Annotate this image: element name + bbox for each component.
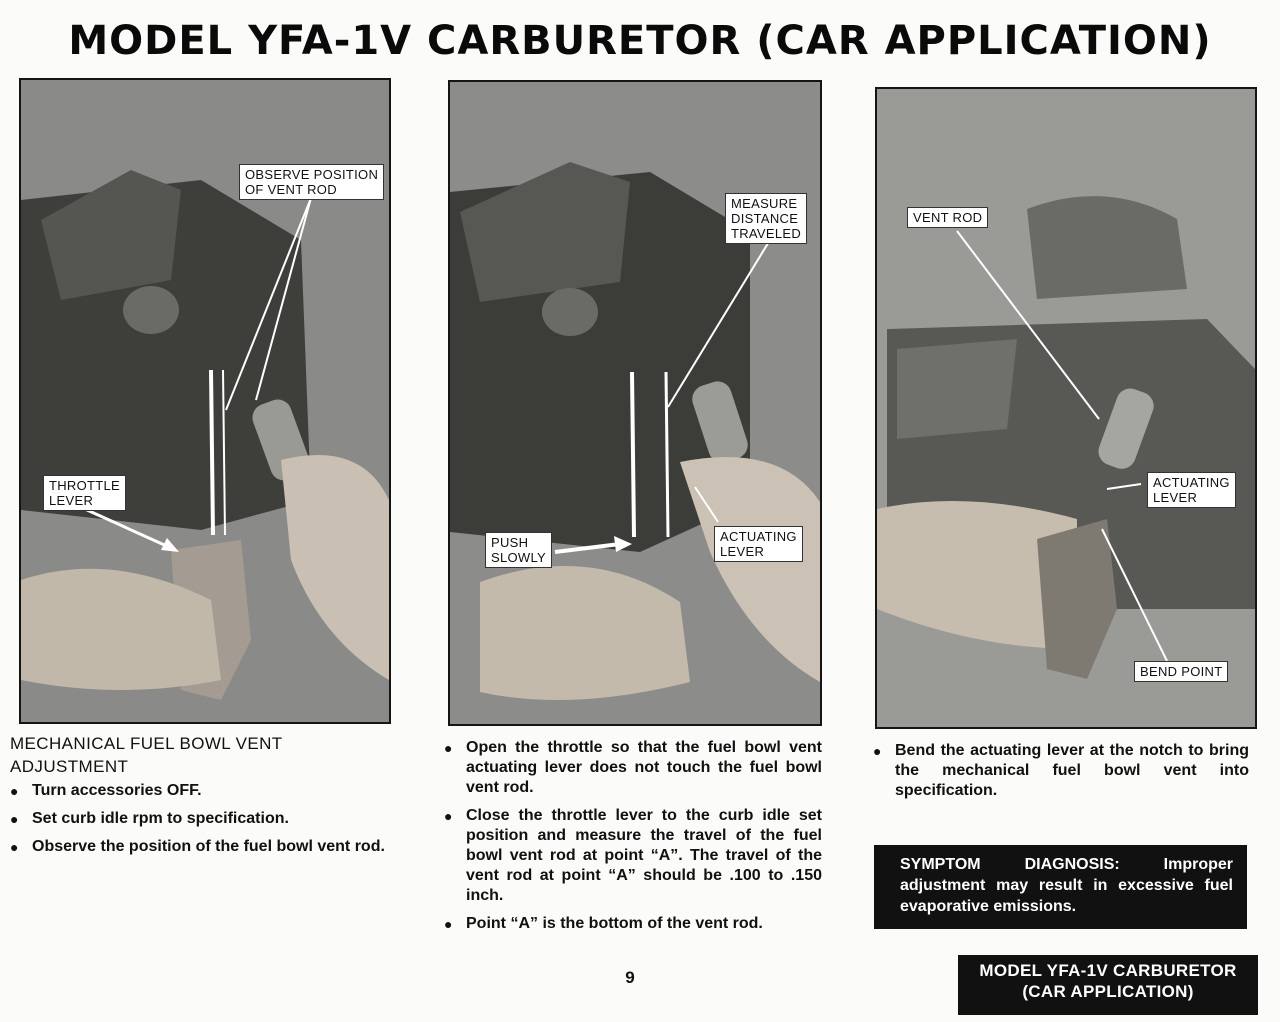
photo-2-illustration — [450, 82, 820, 724]
symptom-diagnosis-box: SYMPTOM DIAGNOSIS: Improper adjustment may result in excessive fuel evaporative emissions. — [874, 845, 1247, 929]
photo-3-illustration — [877, 89, 1255, 727]
bullet-item: ● Close the throttle lever to the curb idle set position and measure the travel of the fuel bowl vent rod at point “A”. The travel of the vent rod at point “A” should be .100 to .150 inch. — [444, 806, 822, 906]
bullet-item: ● Bend the actuating lever at the notch to bring the mechanical fuel bowl vent into specification. — [873, 741, 1249, 801]
column2-bullets — [444, 738, 822, 942]
callout-observe-vent-rod: OBSERVE POSITION OF VENT ROD — [239, 164, 384, 200]
bullet-item: ● Point “A” is the bottom of the vent rod. — [444, 914, 822, 934]
bullet-item: ● Set curb idle rpm to specification. — [10, 809, 390, 829]
page-number: 9 — [625, 968, 635, 987]
footer-title-box: MODEL YFA-1V CARBURETOR (CAR APPLICATION) — [958, 955, 1258, 1015]
callout-push-slowly: PUSH SLOWLY — [485, 532, 552, 568]
bullet-item: ● Turn accessories OFF. — [10, 781, 390, 801]
callout-actuating-lever: ACTUATING LEVER — [714, 526, 803, 562]
photo-throttle-lever — [19, 78, 391, 724]
callout-vent-rod: VENT ROD — [907, 207, 988, 228]
bullet-item: ● Open the throttle so that the fuel bowl vent actuating lever does not touch the fuel bowl vent rod. — [444, 738, 822, 798]
section-heading: MECHANICAL FUEL BOWL VENT ADJUSTMENT — [10, 734, 283, 776]
callout-bend-point: BEND POINT — [1134, 661, 1228, 682]
page-title: MODEL YFA-1V CARBURETOR (CAR APPLICATION) — [68, 18, 1212, 64]
callout-throttle-lever: THROTTLE LEVER — [43, 475, 126, 511]
column1-bullets — [10, 781, 390, 865]
callout-measure-distance: MEASURE DISTANCE TRAVELED — [725, 193, 807, 244]
callout-actuating-lever-2: ACTUATING LEVER — [1147, 472, 1236, 508]
bullet-item: ● Observe the position of the fuel bowl vent rod. — [10, 837, 390, 857]
photo-bend-point — [875, 87, 1257, 729]
column3-bullets — [873, 741, 1249, 809]
photo-measure-travel — [448, 80, 822, 726]
